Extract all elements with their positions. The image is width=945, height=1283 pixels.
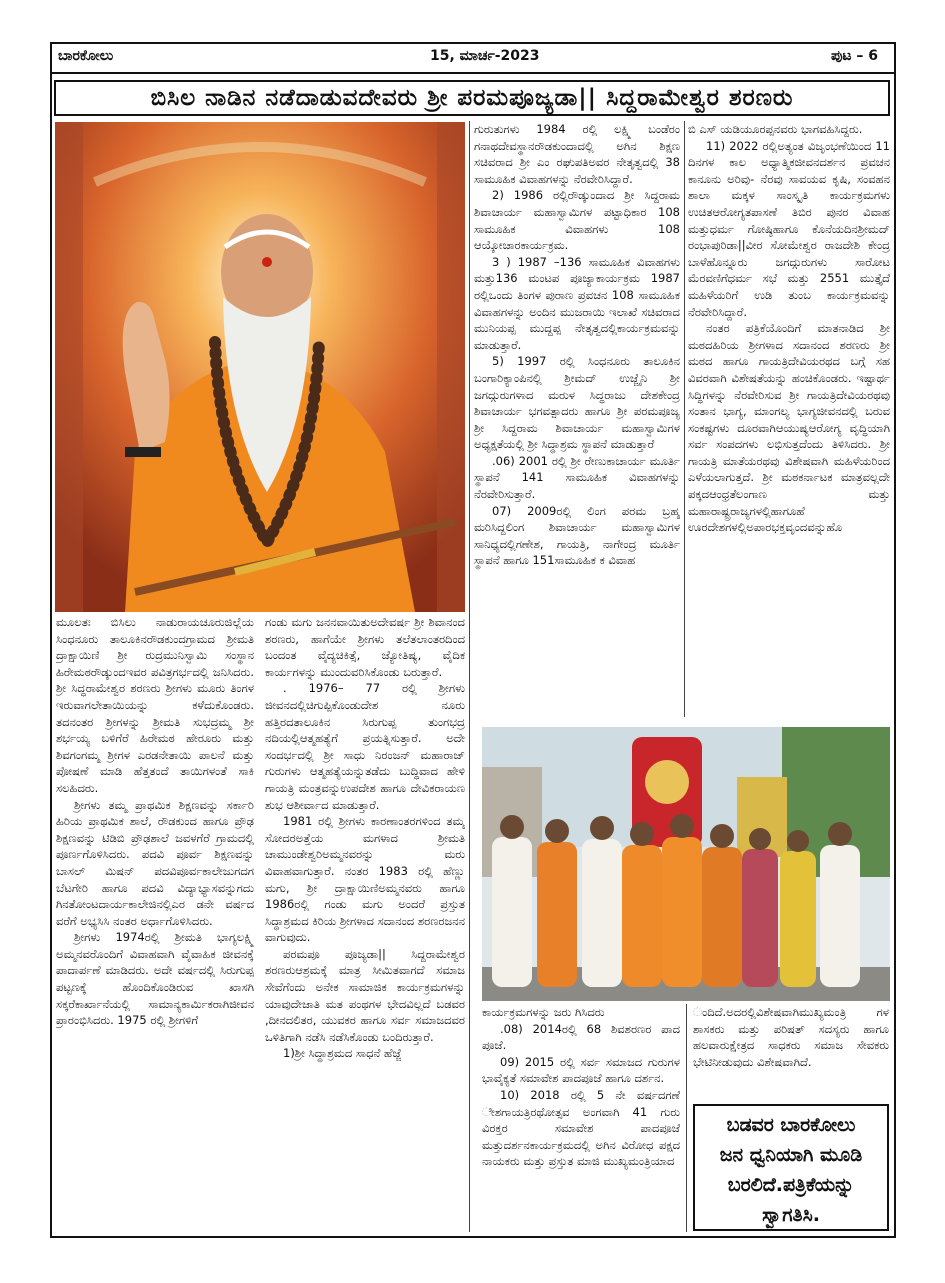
paragraph: .08) 2014ರಲ್ಲಿ 68 ಶಿವಶರಣರ ಪಾದ ಪೂಜೆ.: [482, 1021, 680, 1053]
promo-line: ಬಡವರ ಬಾರಕೋಲು: [726, 1114, 856, 1136]
paragraph: ಗಂಡು ಮಗು ಜನನವಾಯಿತುಅದೇವರ್ಷ ಶ್ರೀ ಶಿವಾನಂದ ಶರಣರು, ಹಾಗೆಯೇ ಶ್ರೀಗಳು ತಲೆತಲಾಂತರದಿಂದ ಬಂದಂತ ವೈದ್ಯಚಿಕಿತ್ಸೆ, ಜ್ಯೋತಿಷ್ಯ, ವೈದಿಕ ಕಾರ್ಯಗಳನ್ನು ಮುಂದುವರಿಸಿಕೊಂಡು ಬರುತ್ತಾರೆ.: [265, 615, 465, 679]
paragraph: ಪರಮಪೂ ಪೂಜ್ಯಡಾ|| ಸಿದ್ದರಾಮೇಶ್ವರ ಶರಣರುಆಶ್ರಮಕ್ಕೆ ಮಾತ್ರ ಸೀಮಿತವಾಗದೆ ಸಮಾಜ ಸೇವೆಗೆಂದು ಅನೇಕ ಸಾಮಾಜಿಕ ಕಾರ್ಯಕ್ರಮಗಳನ್ನು ಯಾವುದೇಜಾತಿ ಮತ ಪಂಥಗಳ ಭೇದವಿಲ್ಲದೆ ಬಡವರ ,ದೀನದಲಿತರ, ಯುವಕರ ಹಾಗೂ ಸರ್ವ ಸಮಾಜದವರ ಒಳಿತಿಗಾಗಿ ನಡೆಸಿ ನಡೆಸಿಕೊಂಡು ಬಂದಿರುತ್ತಾರೆ.: [265, 946, 465, 1044]
promo-line: ಜನ ಧ್ವನಿಯಾಗಿ ಮೂಡಿ: [719, 1144, 863, 1166]
article-column-4: [688, 121, 890, 717]
article-column-2: [265, 614, 465, 1232]
article-column-3: [474, 121, 680, 717]
paragraph: 5) 1997 ರಲ್ಲಿ ಸಿಂಧನೂರು ತಾಲೂಕಿನ ಬಂಗಾರಿಕ್ಯಾಂಪಿನಲ್ಲಿ ಶ್ರೀಮದ್ ಉಜ್ಜೈನಿ ಶ್ರೀ ಜಗದ್ಗುರುಗಳಾದ ಮರುಳ ಸಿದ್ಧರಾಜು ದೇಶಕೇಂದ್ರ ಶಿವಾಚಾರ್ಯ ಭಗವತ್ಪಾದರು ಹಾಗೂ ಶ್ರೀ ಪರಮಪೂಜ್ಯ ಶ್ರೀ ಸಿದ್ದರಾಮ ಶಿವಾಚಾರ್ಯ ಮಹಾಸ್ವಾಮಿಗಳ ಅಧ್ಯಕ್ಷತೆಯಲ್ಲಿ ಶ್ರೀ ಸಿದ್ಧಾಶ್ರಮ ಸ್ಥಾಪನೆ ಮಾಡುತ್ತಾರೆ: [474, 354, 680, 452]
paragraph: 2) 1986 ರಲ್ಲಿರೌಡ್ಕುಂದಾದ ಶ್ರೀ ಸಿದ್ದರಾಮ ಶಿವಾಚಾರ್ಯ ಮಹಾಸ್ವಾಮಿಗಳ ಪಟ್ಟಾಧಿಕಾರ 108 ಸಾಮೂಹಿಕ ವಿವಾಹಗಳು 108 ಆಯ್ಕೋಚಾರಕಾರ್ಯಕ್ರಮ.: [474, 188, 680, 253]
swamiji-portrait-photo: [55, 122, 465, 612]
paragraph: ಶ್ರೀಗಳು ತಮ್ಮ ಪ್ರಾಥಮಿಕ ಶಿಕ್ಷಣವನ್ನು ಸರ್ಕಾರಿ ಹಿರಿಯ ಪ್ರಾಥಮಿಕ ಶಾಲೆ, ರೌಡಕುಂದ ಹಾಗೂ ಪ್ರೌಢ ಶಿಕ್ಷಣವನ್ನು ಟಿಡಿಬಿ ಪ್ರೌಢಶಾಲೆ ಜವಳಗೆರೆ ಗ್ರಾಮದಲ್ಲಿ ಪೂರ್ಣಗೊಳಿಸಿದರು. ಪದವಿ ಪೂರ್ವ ಶಿಕ್ಷಣವನ್ನು ಬಾಸಲ್ ಮಿಷನ್ ಪದವಿಪೂರ್ವಕಾಲೇಜುಗದಗ ಬೆಟಗೇರಿ ಹಾಗೂ ಪದವಿ ವಿದ್ಯಾಭ್ಯಾಸವನ್ನುಗದು ಗಿನತೋಂಟದಾರ್ಯಕಾಲೇಜಿನಲ್ಲಿಎರ ಡನೇ ವರ್ಷದ ವರೆಗೆ ಅಭ್ಯಸಿಸಿ ನಂತರ ಅರ್ಧಾಗೊಳಿಸಿದರು.: [56, 797, 254, 928]
paragraph: 11) 2022 ರಲ್ಲಿಅತ್ಯಂತ ವಿಜೃಂಭಣೆಯಿಂದ 11 ದಿನಗಳ ಕಾಲ ಅಧ್ಯಾತ್ಮಿಕಜೀವನದರ್ಶನ ಪ್ರವಚನ ಕಾನೂನು ಅರಿವು- ನೆರವು ಸಾವಯವ ಕೃಷಿ, ಸಂವಹನ ಶಾಲಾ ಮಕ್ಕಳ ಸಾಂಸ್ಕೃತಿ ಕಾರ್ಯಕ್ರಮಗಳು ಉಚಿತಆರೋಗ್ಯತಪಾಸಣೆ ತಿಬಿರ ಪುನರ ವಿವಾಹ ಮತ್ತುಧರ್ಮ ಗೋಷ್ಠಿಹಾಗೂ ಕೊನೆಯದಿನಶ್ರೀಮದ್ ರಂಭಾಪುರಿಡಾ||ವೀರ ಸೋಮೇಶ್ವರ ರಾಜದೇಶಿ ಕೇಂದ್ರ ಬಾಳೆಹೊನ್ನೂರು ಜಗದ್ಗುರುಗಳು ಸಾರೋಟ ಮೆರವಣಿಗೆಧರ್ಮ ಸಭೆ ಮತ್ತು 2551 ಮುತ್ತೈದೆ ಮಹಿಳೆಯರಿಗೆ ಉಡಿ ತುಂಬ ಕಾರ್ಯಕ್ರಮವನ್ನು ನೆರವೇರಿಸಿದ್ದಾರೆ.: [688, 138, 890, 319]
column-divider: [684, 121, 685, 717]
paragraph: 09) 2015 ರಲ್ಲಿ ಸರ್ವ ಸಮಾಜದ ಗುರುಗಳ ಭಾವೈಕ್ಯತೆ ಸಮಾವೇಶ ಪಾದಪೂಜೆ ಹಾಗೂ ದರ್ಶನ.: [482, 1054, 680, 1086]
paragraph: ಶ್ರೀಗಳು 1974ರಲ್ಲಿ ಶ್ರೀಮತಿ ಭಾಗ್ಯಲಕ್ಷ್ಮಿ ಅಮ್ಮನವರೊಂದಿಗೆ ವಿವಾಹವಾಗಿ ವೈವಾಹಿಕ ಜೀವನಕ್ಕೆ ಪಾದಾರ್ಪಣೆ ಮಾಡಿದರು. ಅದೇ ವರ್ಷದಲ್ಲಿ ಸಿರುಗುಪ್ಪ ಪಟ್ಟಣಕ್ಕೆ ಹೊಂದಿಕೊಂಡಿರುವ ಖಾಸಗಿ ಸಕ್ಕರೆಕಾರ್ಖಾನೆಯಲ್ಲಿ ಸಾಮಾನ್ಯಕಾರ್ಮಿಕರಾಗಿಜೀವನ ಪ್ರಾರಂಭಿಸಿದರು. 1975 ರಲ್ಲಿ ಶ್ರೀಗಳಿಗೆ: [56, 930, 254, 1028]
paragraph: ನಂತರ ಪತ್ರಿಕೆಯೊಂದಿಗೆ ಮಾತನಾಡಿದ ಶ್ರೀ ಮಠದಹಿರಿಯ ಶ್ರೀಗಳಾದ ಸದಾನಂದ ಶರಣರು ಶ್ರೀ ಮಠದ ಹಾಗೂ ಗಾಯತ್ರಿದೇವಿಯರಥದ ಬಗ್ಗೆ ಸಹ ವಿವರವಾಗಿ ವಿಶೇಷತೆಯನ್ನು ಹಂಚಿಕೊಂಡರು. ಇಷ್ಟಾರ್ಥ ಸಿದ್ಧಿಗಳನ್ನು ನೆರವೇರಿಸುವ ಶ್ರೀ ಗಾಯತ್ರಿದೇವಿಯರಥವು ಸಂತಾನ ಭಾಗ್ಯ, ಮಾಂಗಲ್ಯ ಭಾಗ್ಯಜೀವನದಲ್ಲಿ ಬರುವ ಸಂಕಷ್ಟಗಳು ದೂರವಾಗಿಆಯುಷ್ಯಆರೋಗ್ಯ ವೃದ್ಧಿಯಾಗಿ ಸರ್ವ ಸಂಪದಗಳು ಲಭಿಸುತ್ತದೆಂದು ತಿಳಿಸಿದರು. ಶ್ರೀ ಗಾಯತ್ರಿ ಮಾತೆಯರಥವು ವಿಶೇಷವಾಗಿ ಮಹಿಳೆಯರಿಂದ ಎಳೆಯಲಾಗುತ್ತದೆ. ಶ್ರೀ ಮಠಕರ್ನಾಟಕ ಮಾತ್ರವಲ್ಲದೇ ಪಕ್ಕದಆಂಧ್ರತೆಲಂಗಾಣ ಮತ್ತು ಮಹಾರಾಷ್ಟ್ರರಾಜ್ಯಗಳಲ್ಲಿಹಾಗೂಹೆ ಊರದೇಶಗಳಲ್ಲಿಅಪಾರಭಕ್ತವೃಂದವನ್ನುಹೊ: [688, 321, 890, 535]
paragraph: . 1976– 77 ರಲ್ಲಿ ಶ್ರೀಗಳು ಜೀವನದಲ್ಲಿಚಿಗುಪ್ಪಿಕೊಂಡುದೇಶ ನೂರು ಹತ್ತಿರದತಾಲೂಕಿನ ಸಿರುಗುಪ್ಪ ತುಂಗಭದ್ರ ನದಿಯಲ್ಲಿಆತ್ಮಹತ್ಯೆಗೆ ಪ್ರಯತ್ನಿಸುತ್ತಾರೆ. ಅದೇ ಸಂದರ್ಭದಲ್ಲಿ ಶ್ರೀ ಸಾಧು ನಿರಂಜನ್ ಮಹಾರಾಜ್ ಗುರುಗಳು ಆತ್ಮಹತ್ಯೆಯನ್ನುತಡೆದು ಬುದ್ಧಿವಾದ ಹೇಳಿ ಗಾಯತ್ರಿ ಮಂತ್ರವನ್ನುಉಪದೇಶ ಹಾಗೂ ದೇವಿಕರಾಯಣ ಶುಭ ಆಶೀರ್ವಾದ ಮಾಡುತ್ತಾರೆ.: [265, 681, 465, 812]
paragraph: ಕಾರ್ಯಕ್ರಮಗಳನ್ನು ಜರು ಗಿಸಿದರು: [482, 1005, 605, 1019]
paragraph: 10) 2018 ರಲ್ಲಿ 5 ನೇ ವರ್ಷದಗಣೆ ೇಶಗಾಯತ್ರಿರಥೋತ್ಸವ ಅಂಗವಾಗಿ 41 ಗುರು ವಿರಕ್ತರ ಸಮಾವೇಶ ಪಾದಪೂಜೆ ಮತ್ತುದರ್ಶನಕಾರ್ಯಕ್ರಮದಲ್ಲಿ ಅಗಿನ ವಿರೋಧ ಪಕ್ಷದ ನಾಯಕರು ಮತ್ತು ಪ್ರಸ್ತುತ ಮಾಜಿ ಮುಖ್ಯಮಂತ್ರಿಯಾದ: [482, 1087, 680, 1169]
article-headline: ಬಿಸಿಲ ನಾಡಿನ ನಡೆದಾಡುವದೇವರು ಶ್ರೀ ಪರಮಪೂಜ್ಯಡಾ|| ಸಿದ್ದರಾಮೇಶ್ವರ ಶರಣರು: [54, 80, 890, 116]
paragraph: 1981 ರಲ್ಲಿ ಶ್ರೀಗಳು ಕಾರಣಾಂತರಗಳಿಂದ ತಮ್ಮ ಸೋದರಅತ್ತೆಯ ಮಗಳಾದ ಶ್ರೀಮತಿ ಚಾಮುಂಡೇಶ್ವರಿಅಮ್ಮನವರನ್ನು ಮರು ವಿವಾಹವಾಗುತ್ತಾರೆ. ನಂತರ 1983 ರಲ್ಲಿ ಹೆಣ್ಣು ಮಗು, ಶ್ರೀ ದ್ರಾಕ್ಷಾಯಿಣಿಅಮ್ಮನವರು ಹಾಗೂ 1986ರಲ್ಲಿ ಗಂಡು ಮಗು ಅಂದರೆ ಪ್ರಸ್ತುತ ಸಿದ್ಧಾಶ್ರಮದ ಕಿರಿಯ ಶ್ರೀಗಳಾದ ಸದಾನಂದ ಶರಣರಜನನ ವಾಗುವುದು.: [265, 814, 465, 945]
paragraph: ಂದಿದೆ.ಅದರಲ್ಲಿವಿಶೇಷವಾಗಿಮುಖ್ಯಮಂತ್ರಿ ಗಳ ಶಾಸಕರು ಮತ್ತು ಪರಿಷತ್ ಸದಸ್ಯರು ಹಾಗೂ ಹಲವಾರುಕ್ಷೇತ್ರದ ಸಾಧಕರು ಸಮಾಜ ಸೇವಕರು ಭೇಟಿನೀಡುವುದು ವಿಶೇಷವಾಗಿದೆ.: [693, 1005, 889, 1069]
publication-name: ಬಾರಕೋಲು: [58, 48, 114, 64]
issue-date: 15, ಮಾರ್ಚ-2023: [430, 48, 540, 64]
article-column-6: [693, 1004, 889, 1100]
column-divider: [686, 1004, 687, 1232]
page-number: ಪುಟ – 6: [830, 48, 878, 64]
paragraph: 07) 2009ರಲ್ಲಿ ಲಿಂಗ ಪರಮ ಬ್ರಹ್ಮ ಮರಿಸಿದ್ದಲಿಂಗ ಶಿವಾಚಾರ್ಯ ಮಹಾಸ್ವಾಮಿಗಳ ಸಾನಿಧ್ಯದಲ್ಲಿಗಣೇಶ, ಗಾಯತ್ರಿ, ನಾಗೇಂದ್ರ ಮೂರ್ತಿ ಸ್ಥಾಪನೆ ಹಾಗೂ 151ಸಾಮೂಹಿಕ ಕ ವಿವಾಹ: [474, 503, 680, 568]
paragraph: 3 ) 1987 –136 ಸಾಮೂಹಿಕ ವಿವಾಹಗಳು ಮತ್ತು136 ಮಂಟಪ ಪೂಜ್ಯಾಕಾರ್ಯಕ್ರಮ 1987 ರಲ್ಲಿಒಂದು ತಿಂಗಳ ಪುರಾಣ ಪ್ರವಚನ 108 ಸಾಮೂಹಿಕ ವಿವಾಹಗಳನ್ನು ಅಂದಿನ ಮುಜರಾಯಿ ಇಲಾಖೆ ಸಚಿವರಾದ ಮುನಿಯಪ್ಪ ಮುದ್ದಪ್ಪ ನೇತೃತ್ವದಲ್ಲಿಕಾರ್ಯಕ್ರಮವನ್ನು ಮಾಡುತ್ತಾರೆ.: [474, 254, 680, 352]
promo-line: ಬರಲಿದೆ.ಪತ್ರಿಕೆಯನ್ನು: [727, 1174, 855, 1196]
column-divider: [469, 121, 470, 1232]
header-rule: [50, 72, 896, 74]
paragraph: .06) 2001 ರಲ್ಲಿ ಶ್ರೀ ರೇಣುಕಾಚಾರ್ಯ ಮೂರ್ತಿ ಸ್ಥಾಪನೆ 141 ಸಾಮೂಹಿಕ ವಿವಾಹಗಳನ್ನು ನೆರವೇರಿಸುತ್ತಾರೆ.: [474, 453, 680, 502]
promo-line: ಸ್ವಾಗತಿಸಿ.: [762, 1204, 820, 1226]
article-column-5: [482, 1004, 680, 1232]
promo-box: [693, 1104, 889, 1231]
page-header: [50, 44, 896, 70]
procession-group-photo: [482, 727, 890, 1001]
paragraph: 1)ಶ್ರೀ ಸಿದ್ಧಾಶ್ರಮದ ಸಾಧನೆ ಹೆಜ್ಜೆ: [283, 1046, 402, 1061]
paragraph: ಮೂಲತಃ ಬಿಸಿಲು ನಾಡುರಾಯಚೂರುಜಿಲ್ಲೆಯ ಸಿಂಧನೂರು ತಾಲೂಕಿನರೌಡಕುಂದಗ್ರಾಮದ ಶ್ರೀಮತಿ ದ್ರಾಕ್ಷಾಯಿಣಿ ಶ್ರೀ ರುದ್ರಮುನಿಸ್ವಾಮಿ ಸಂಸ್ಥಾನ ಹಿರೇಮಠರೌಡ್ಕುಂದಇವರ ಪವಿತ್ರಗರ್ಭದಲ್ಲಿ ಜನಿಸಿದರು. ಶ್ರೀ ಸಿದ್ಧರಾಮೇಶ್ವರ ಶರಣರು ಶ್ರೀಗಳು ಮೂರು ತಿಂಗಳ ಇರುವಾಗಲೇತಾಯಿಯನ್ನು ಕಳೆದುಕೊಂಡರು. ತದನಂತರ ಶ್ರೀಗಳನ್ನು ಶ್ರೀಮತಿ ಸುಭದ್ರಮ್ಮ ಶ್ರೀ ಶರ್ಭಯ್ಯ ಬಳಿಗೆರೆ ಹಿರೇಮಠ ಹೇರೂರು ಮತ್ತು ಶಿವಗಂಗಮ್ಮ ಶ್ರೀಗಳ ಎರಡನೇತಾಯಿ ಪಾಲನೆ ಮತ್ತು ಪೋಷಣೆ ಮಾಡಿ ಹೆತ್ತತಂದೆ ತಾಯಿಗಳಂತೆ ಸಾಕಿ ಸಲಹಿದರು.: [56, 615, 254, 795]
article-column-1: [56, 614, 254, 1232]
paragraph: ಗುರುತುಗಳು 1984 ರಲ್ಲಿ ಲಕ್ಷ್ಮಿ ಬಂಡೆರಂ ಗನಾಥದೇವಸ್ಥಾನರೌಡಕುಂದಾದಲ್ಲಿ ಅಗಿನ ಶಿಕ್ಷಣ ಸಚಿವರಾದ ಶ್ರೀ ಎಂ ರಘುಪತಿಅವರ ನೇತೃತ್ವದಲ್ಲಿ 38 ಸಾಮೂಹಿಕ ವಿವಾಹಗಳನ್ನು ನೆರವೇರಿಸಿದ್ದಾರೆ.: [474, 122, 680, 186]
paragraph: ಬಿ ಎಸ್ ಯಡಿಯೂರಪ್ಪನವರು ಭಾಗವಹಿಸಿದ್ದರು.: [688, 122, 863, 136]
